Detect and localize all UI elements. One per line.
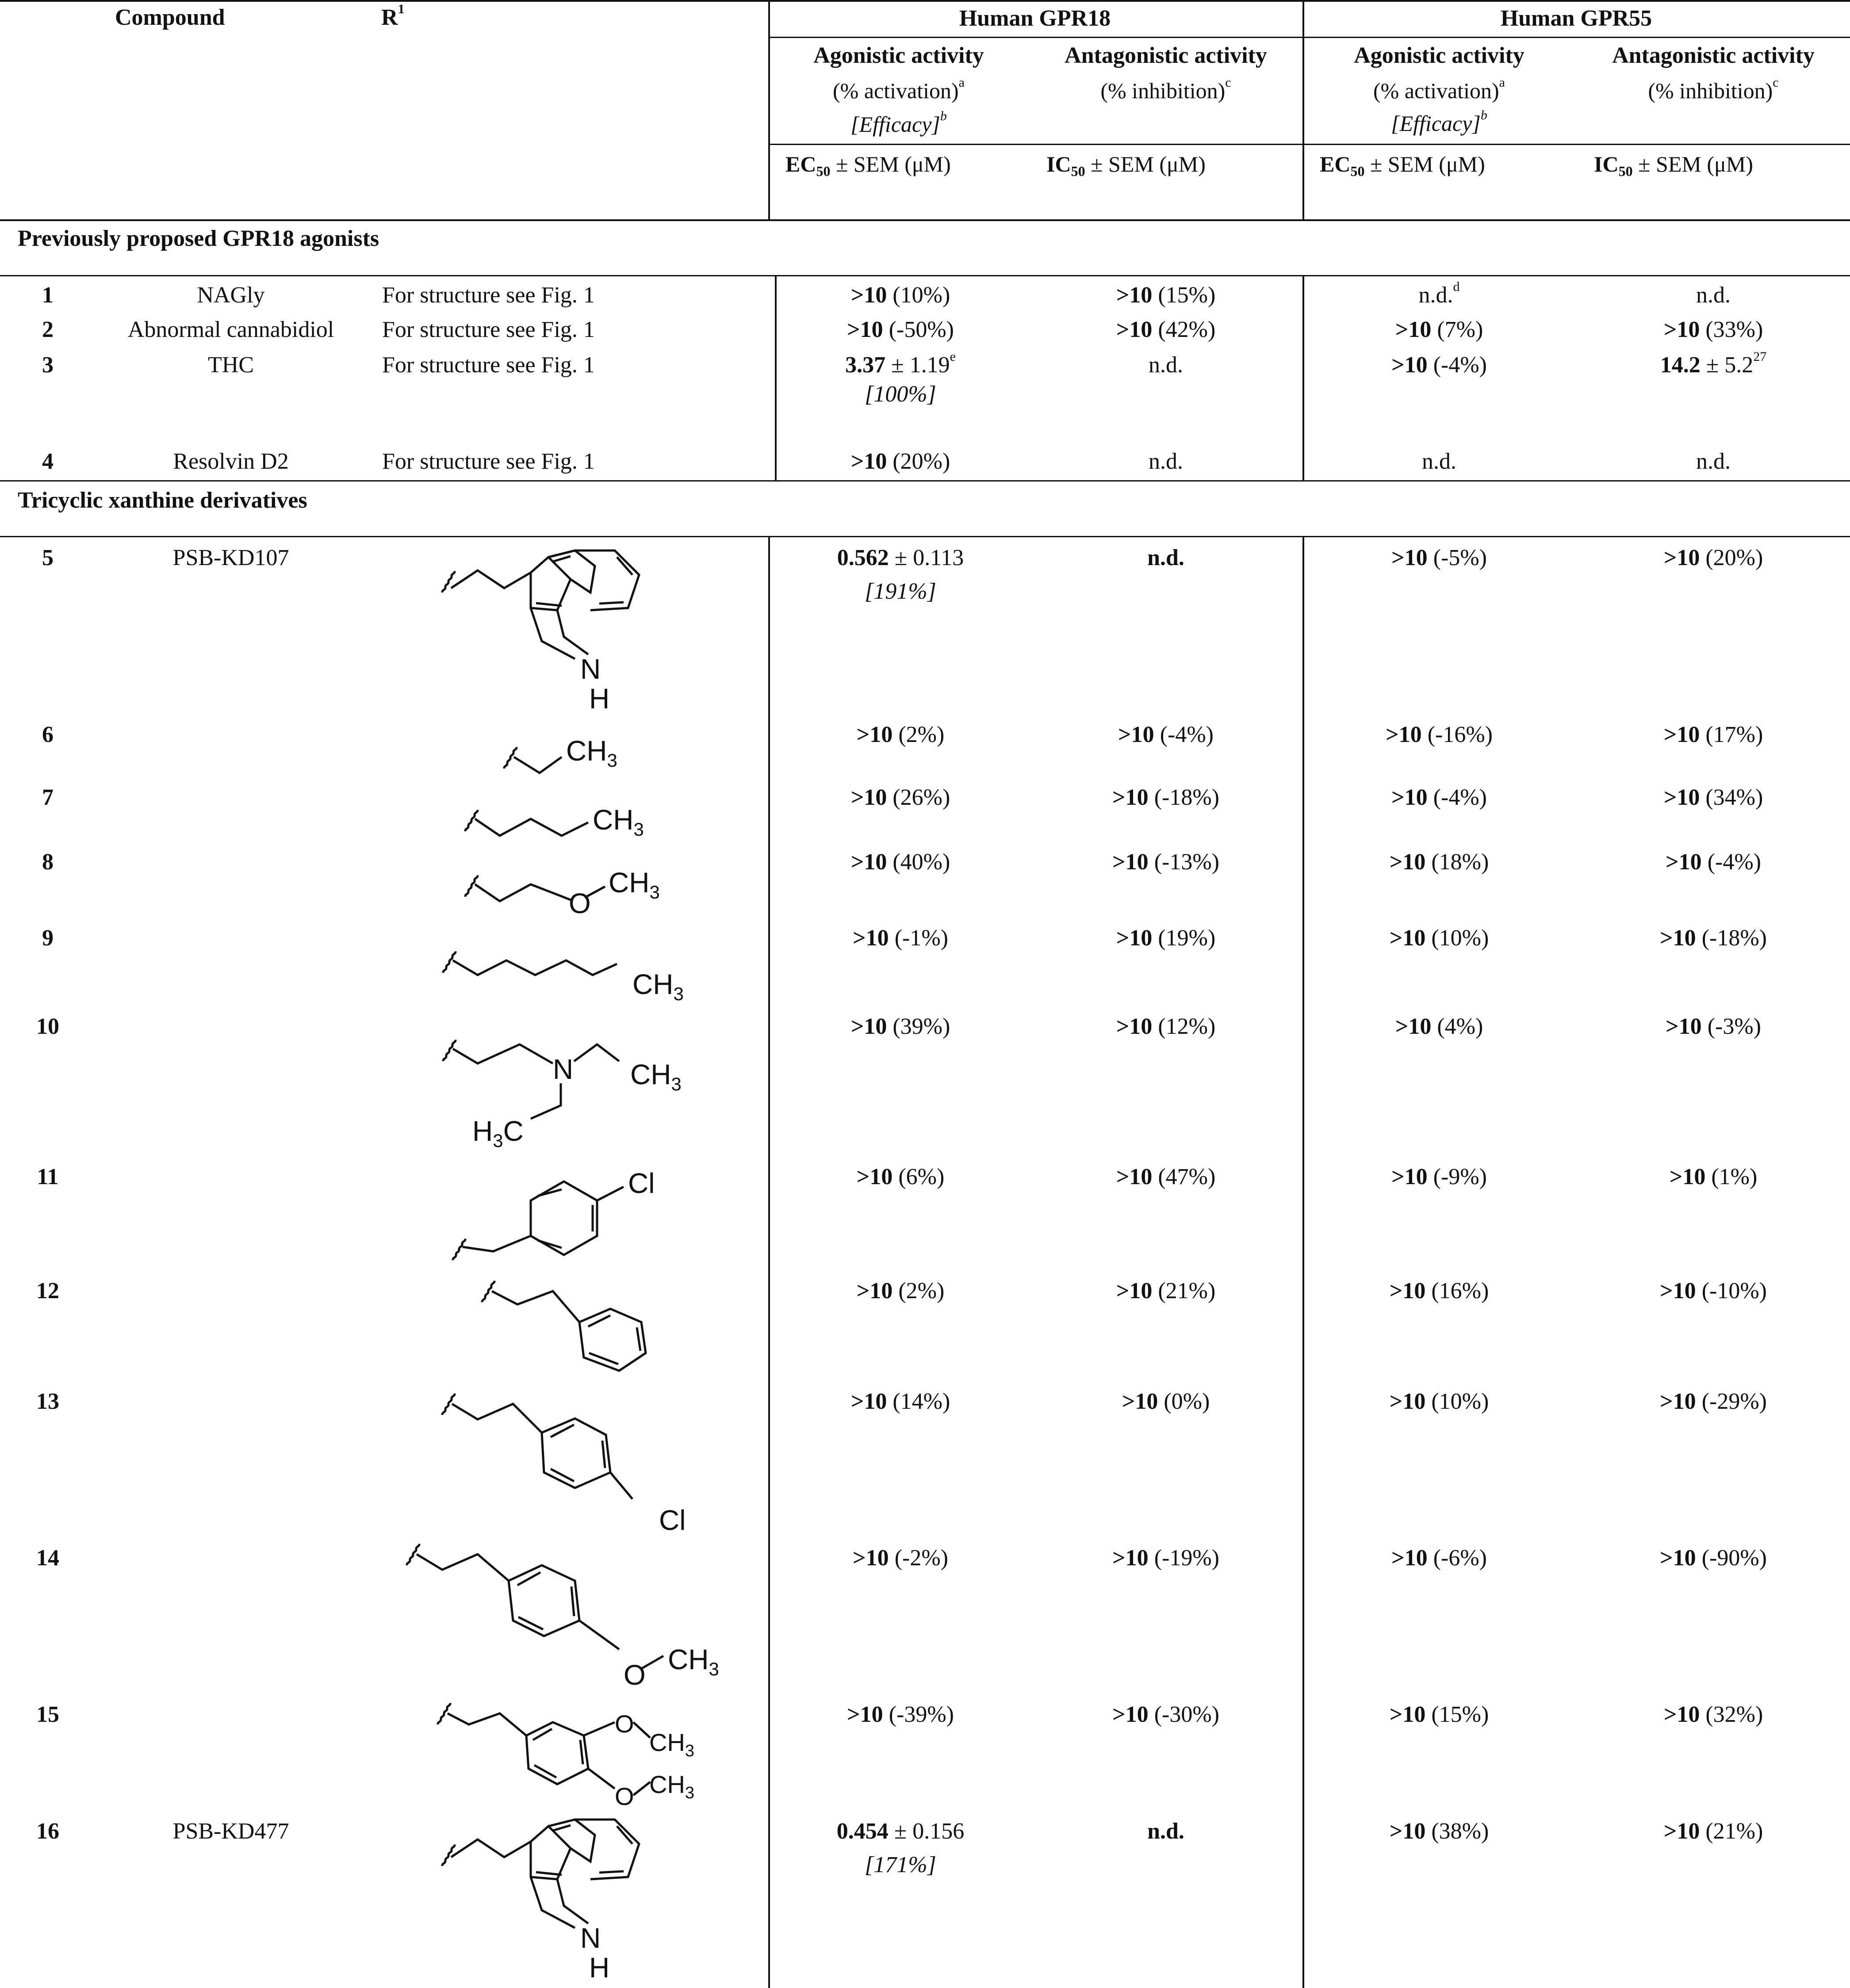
gpr55-efficacy: [Efficacy]$^b$: [1391, 108, 1487, 136]
structure-12-phenylethyl: [482, 1281, 646, 1371]
row-2-r1: For structure see Fig. 1: [382, 317, 595, 342]
structure-16-n-label: N: [580, 1922, 601, 1954]
row-4-gpr18-agonist: >10 (20%): [850, 449, 950, 474]
rule-header-bottom: [0, 219, 1850, 221]
header-gpr18: Human GPR18: [959, 6, 1111, 31]
row-4-gpr55-antagonist: n.d.: [1696, 449, 1731, 474]
row-12-gpr55-agonist: >10 (16%): [1389, 1278, 1489, 1304]
row-1-number: 1: [42, 283, 54, 308]
row-9-gpr18-antagonist: >10 (19%): [1116, 925, 1216, 951]
vrule-gpr55-left: [1302, 0, 1304, 219]
structure-7-ch3-label: $CH_3$: [593, 804, 644, 840]
rule-header-gpr: [769, 37, 1850, 38]
row-8-number: 8: [42, 849, 54, 875]
row-13-gpr55-agonist: >10 (10%): [1389, 1389, 1489, 1414]
row-11-gpr55-antagonist: >10 (1%): [1669, 1164, 1758, 1189]
structure-14-o-label: O: [624, 1659, 646, 1691]
row-15-gpr55-agonist: >10 (15%): [1389, 1702, 1489, 1727]
row-12-gpr18-antagonist: >10 (21%): [1116, 1278, 1216, 1304]
row-3-number: 3: [42, 352, 54, 378]
gpr18-agonistic-title: Agonistic activity: [813, 43, 984, 68]
structure-11-4-chlorobenzyl: [452, 1167, 655, 1261]
structure-5-n-label: N: [580, 653, 601, 685]
row-5-gpr18-efficacy: [191%]: [865, 579, 936, 604]
row-7-gpr55-antagonist: >10 (34%): [1663, 785, 1763, 810]
row-5-gpr55-antagonist: >10 (20%): [1663, 545, 1763, 570]
row-6-gpr55-agonist: >10 (-16%): [1386, 722, 1493, 747]
rule-top: [0, 0, 1850, 2]
row-3-gpr18-agonist: 3.37 ± 1.19$^e$: [845, 349, 956, 378]
row-5-name: PSB-KD107: [172, 545, 289, 570]
row-10-gpr55-agonist: >10 (4%): [1395, 1014, 1483, 1039]
row-5-gpr18-agonist: 0.562 ± 0.113: [837, 545, 964, 570]
row-10-gpr18-antagonist: >10 (12%): [1116, 1014, 1216, 1039]
row-2-gpr18-agonist: >10 (-50%): [847, 317, 954, 342]
structure-10-ch3-label: $CH_3$: [630, 1059, 682, 1094]
rule-section1: [0, 275, 1850, 276]
row-15-gpr18-agonist: >10 (-39%): [847, 1702, 954, 1727]
row-4-name: Resolvin D2: [173, 449, 289, 474]
structure-15-ch3-1-label: $CH_3$: [649, 1728, 695, 1760]
vrule-gpr55-left-body1: [1302, 275, 1304, 480]
row-12-gpr18-agonist: >10 (2%): [856, 1278, 945, 1304]
row-1-name: NAGly: [197, 283, 265, 308]
rule-section2: [0, 536, 1850, 537]
rule-section2-top: [0, 480, 1850, 482]
gpr55-antagonistic-title: Antagonistic activity: [1612, 43, 1815, 68]
row-3-gpr55-antagonist: $14.2 \pm 5.2^{27}$: [1660, 349, 1767, 378]
row-12-number: 12: [36, 1278, 59, 1304]
row-15-number: 15: [36, 1702, 59, 1727]
structure-5-h-label: H: [589, 683, 610, 715]
gpr18-antagonistic-title: Antagonistic activity: [1065, 43, 1267, 68]
row-14-number: 14: [36, 1545, 59, 1571]
row-5-number: 5: [42, 545, 54, 570]
row-7-number: 7: [42, 785, 54, 810]
row-4-gpr18-antagonist: n.d.: [1149, 449, 1183, 474]
row-15-gpr55-antagonist: >10 (32%): [1663, 1702, 1763, 1727]
row-9-gpr18-agonist: >10 (-1%): [853, 925, 948, 951]
row-2-gpr18-antagonist: >10 (42%): [1116, 317, 1216, 342]
gpr55-ic50-label: $IC_{50}$ ± SEM (μM): [1594, 152, 1753, 179]
structure-15-dimethoxyphenylethyl: [437, 1703, 694, 1810]
structure-10-h3c-label: $H_3C$: [472, 1115, 524, 1151]
row-14-gpr55-antagonist: >10 (-90%): [1660, 1545, 1767, 1571]
row-16-gpr55-agonist: >10 (38%): [1389, 1819, 1489, 1844]
row-10-number: 10: [36, 1014, 59, 1039]
vrule-gpr18-left-body2: [768, 536, 770, 1988]
structure-8-o-label: O: [569, 887, 591, 919]
row-7-gpr18-antagonist: >10 (-18%): [1112, 785, 1219, 810]
row-16-gpr18-agonist: 0.454 ± 0.156: [836, 1819, 965, 1844]
row-14-gpr18-antagonist: >10 (-19%): [1112, 1545, 1219, 1571]
structure-10-diethylaminoethyl: [443, 1040, 682, 1151]
structure-16-indolylethyl: [442, 1820, 639, 1984]
row-10-gpr55-antagonist: >10 (-3%): [1666, 1014, 1761, 1039]
row-5-gpr18-antagonist: n.d.: [1147, 545, 1184, 570]
header-compound: Compound: [115, 5, 225, 30]
row-11-gpr18-antagonist: >10 (47%): [1116, 1164, 1216, 1189]
row-16-gpr18-efficacy: [171%]: [865, 1852, 936, 1877]
row-4-number: 4: [42, 449, 54, 474]
structure-9-ch3-label: $CH_3$: [632, 968, 684, 1004]
row-9-gpr55-antagonist: >10 (-18%): [1660, 925, 1767, 951]
structure-8-ch3-label: $CH_3$: [609, 867, 660, 902]
gpr55-agonistic-title: Agonistic activity: [1354, 43, 1524, 68]
row-15-gpr18-antagonist: >10 (-30%): [1112, 1702, 1219, 1727]
row-13-gpr18-antagonist: >10 (0%): [1122, 1389, 1210, 1414]
structure-15-ch3-2-label: $CH_3$: [649, 1770, 695, 1802]
row-11-number: 11: [37, 1164, 59, 1189]
structure-11-cl-label: Cl: [628, 1167, 655, 1199]
gpr18-antagonistic-unit: (% inhibition)$^c$: [1100, 75, 1231, 103]
row-2-number: 2: [42, 317, 54, 342]
row-2-gpr55-agonist: >10 (7%): [1395, 317, 1483, 342]
gpr18-efficacy: [Efficacy]$^b$: [850, 109, 947, 137]
header-r1: $R^1$: [381, 2, 405, 30]
row-16-gpr18-antagonist: n.d.: [1147, 1819, 1184, 1844]
header-gpr55: Human GPR55: [1500, 6, 1652, 31]
row-9-gpr55-agonist: >10 (10%): [1389, 925, 1489, 951]
row-2-gpr55-antagonist: >10 (33%): [1663, 317, 1763, 342]
row-10-gpr18-agonist: >10 (39%): [850, 1014, 950, 1039]
structure-9-pentyl: [443, 951, 684, 1004]
row-13-number: 13: [36, 1389, 59, 1414]
structure-6-ch3-label: $CH_3$: [566, 735, 617, 771]
section-previously-proposed: Previously proposed GPR18 agonists: [18, 226, 379, 251]
structure-15-o2-label: O: [615, 1782, 634, 1810]
gpr55-agonistic-unit: (% activation)$^a$: [1373, 75, 1505, 103]
row-6-gpr18-antagonist: >10 (-4%): [1118, 722, 1214, 747]
row-11-gpr18-agonist: >10 (6%): [856, 1164, 945, 1189]
row-1-gpr55-antagonist: n.d.: [1696, 283, 1731, 308]
gpr18-agonistic-unit: (% activation)$^a$: [833, 75, 965, 103]
row-4-r1: For structure see Fig. 1: [382, 449, 595, 474]
row-1-r1: For structure see Fig. 1: [382, 283, 595, 308]
gpr18-ic50-label: $IC_{50}$ ± SEM (μM): [1046, 152, 1206, 179]
row-1-gpr18-agonist: >10 (10%): [850, 283, 950, 308]
structure-14-ch3-label: $CH_3$: [668, 1644, 719, 1679]
vrule-gpr18-left-body1: [775, 275, 777, 480]
row-16-gpr55-antagonist: >10 (21%): [1663, 1819, 1763, 1844]
vrule-gpr55-left-body2: [1302, 536, 1304, 1988]
structure-8-methoxyethyl: [465, 867, 660, 919]
row-3-gpr55-agonist: >10 (-4%): [1391, 352, 1487, 378]
row-3-r1: For structure see Fig. 1: [382, 352, 595, 378]
row-16-number: 16: [36, 1819, 59, 1844]
row-5-gpr55-agonist: >10 (-5%): [1391, 545, 1487, 570]
gpr18-ec50-label: $EC_{50}$ ± SEM (μM): [785, 152, 951, 179]
row-14-gpr18-agonist: >10 (-2%): [853, 1545, 948, 1571]
row-1-gpr18-antagonist: >10 (15%): [1116, 283, 1216, 308]
row-13-gpr55-antagonist: >10 (-29%): [1660, 1389, 1767, 1414]
section-tricyclic: Tricyclic xanthine derivatives: [18, 488, 307, 513]
structure-7-butyl: [465, 804, 644, 840]
row-8-gpr55-agonist: >10 (18%): [1389, 849, 1489, 875]
row-8-gpr18-agonist: >10 (40%): [850, 849, 950, 875]
structure-16-h-label: H: [589, 1952, 610, 1984]
row-4-gpr55-agonist: n.d.: [1422, 449, 1456, 474]
row-7-gpr55-agonist: >10 (-4%): [1391, 785, 1487, 810]
row-6-gpr55-antagonist: >10 (17%): [1663, 722, 1763, 747]
row-1-gpr55-agonist: n.d.$^d$: [1418, 279, 1460, 308]
structure-14-4-methoxyphenylethyl: [406, 1544, 719, 1691]
row-8-gpr55-antagonist: >10 (-4%): [1666, 849, 1761, 875]
structure-13-cl-label: Cl: [659, 1504, 686, 1536]
row-3-name: THC: [208, 352, 254, 378]
row-8-gpr18-antagonist: >10 (-13%): [1112, 849, 1219, 875]
structure-6-ethyl: [504, 735, 617, 773]
row-7-gpr18-agonist: >10 (26%): [850, 785, 950, 810]
structure-15-o1-label: O: [615, 1710, 634, 1738]
row-2-name: Abnormal cannabidiol: [127, 317, 334, 342]
structure-13-4-chlorophenylethyl: [442, 1393, 686, 1536]
row-3-gpr18-antagonist: n.d.: [1149, 352, 1183, 378]
row-6-number: 6: [42, 722, 54, 747]
gpr55-antagonistic-unit: (% inhibition)$^c$: [1648, 75, 1779, 103]
row-6-gpr18-agonist: >10 (2%): [856, 722, 945, 747]
row-3-gpr18-efficacy: [100%]: [865, 382, 936, 407]
structure-5-indolylethyl: [442, 551, 639, 715]
rule-header-units: [769, 144, 1850, 145]
vrule-gpr18-left: [768, 0, 770, 219]
row-9-number: 9: [42, 925, 54, 951]
row-12-gpr55-antagonist: >10 (-10%): [1660, 1278, 1767, 1304]
row-11-gpr55-agonist: >10 (-9%): [1391, 1164, 1487, 1189]
row-14-gpr55-agonist: >10 (-6%): [1391, 1545, 1487, 1571]
gpr55-ec50-label: $EC_{50}$ ± SEM (μM): [1320, 152, 1485, 179]
structure-10-n-label: N: [553, 1053, 574, 1085]
row-16-name: PSB-KD477: [172, 1819, 289, 1844]
row-13-gpr18-agonist: >10 (14%): [850, 1389, 950, 1414]
